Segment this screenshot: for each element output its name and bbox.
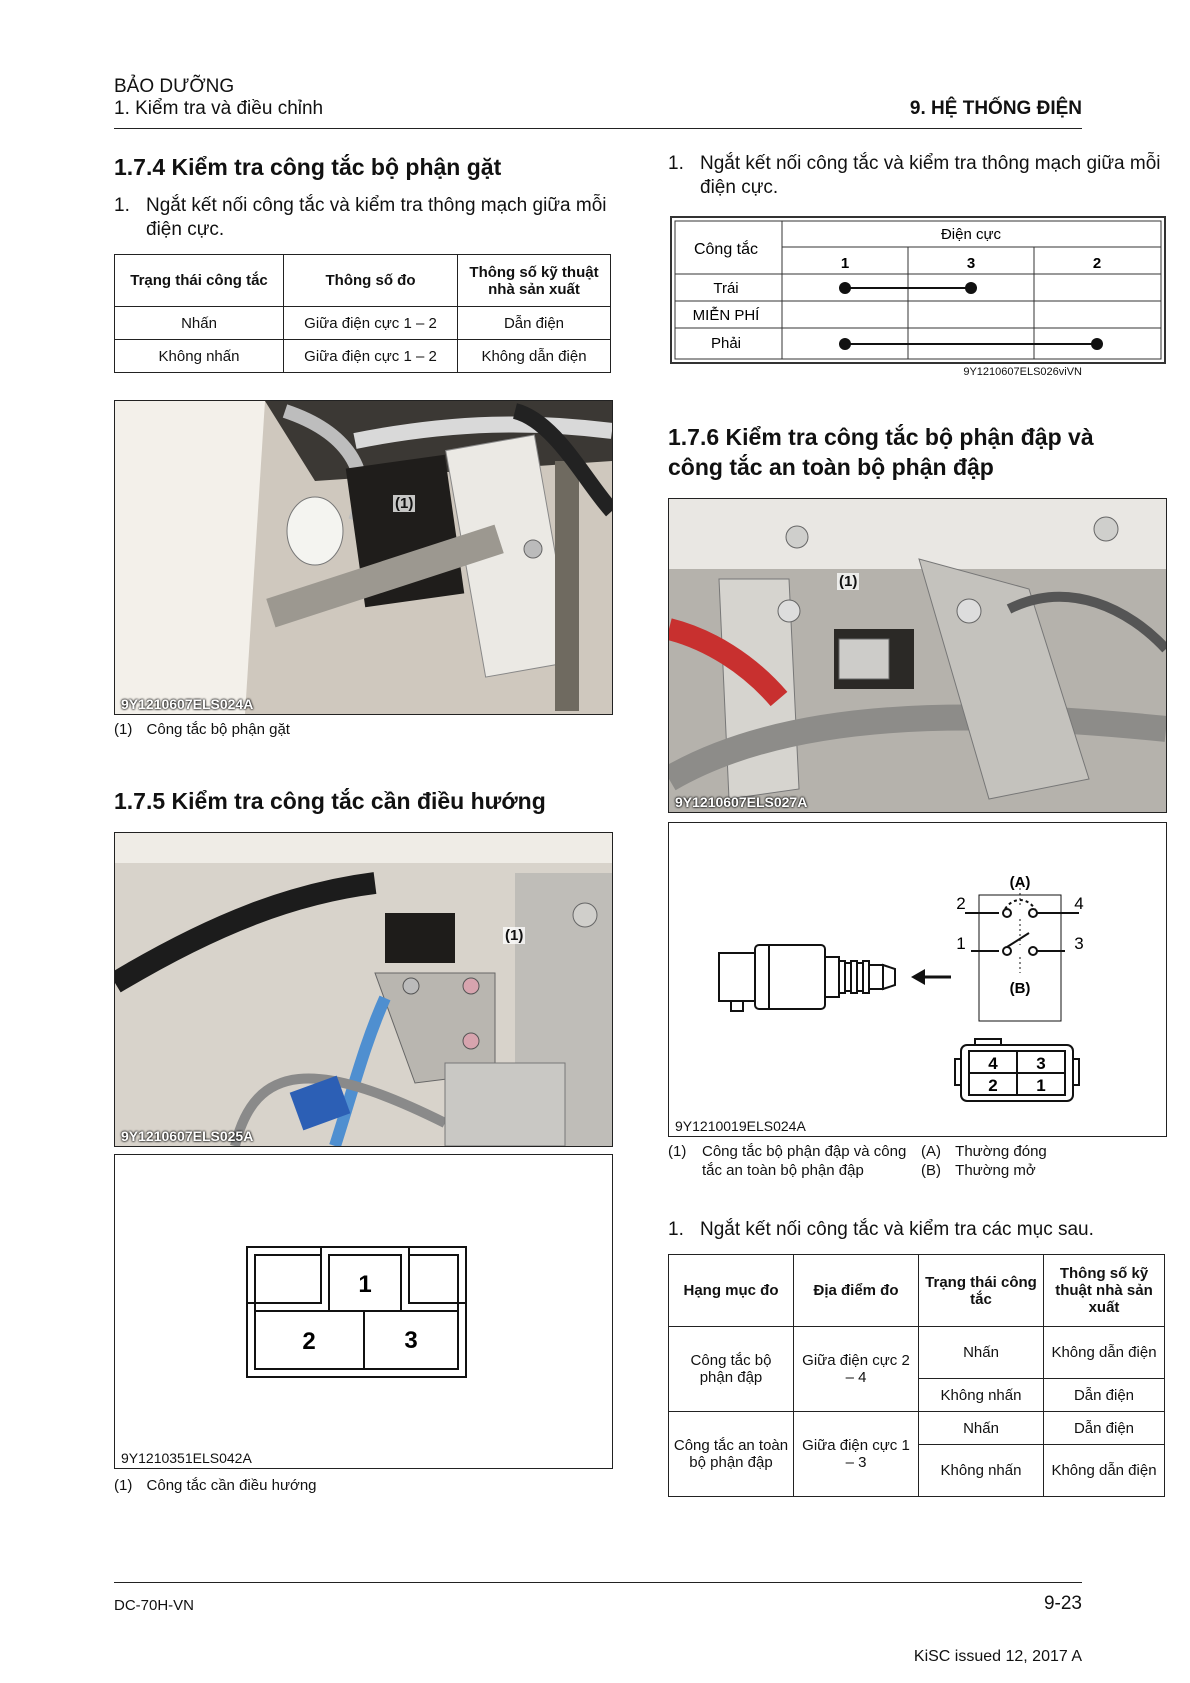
caption-text: Công tắc cần điều hướng [146, 1477, 317, 1494]
caption-175 [114, 1476, 317, 1495]
callout-1: (1) [395, 495, 414, 512]
terminal-header: 2 [1092, 255, 1102, 272]
pin-label: 2 [956, 894, 966, 913]
table-cell: Công tắc bộ phận đập [669, 1327, 794, 1412]
table-row [115, 307, 611, 340]
footer-issue: KiSC issued 12, 2017 A [913, 1648, 1082, 1665]
section-176-title-line1: 1.7.6 Kiểm tra công tắc bộ phận đập và [668, 424, 1094, 450]
continuity-table [670, 216, 1166, 364]
callout-1: (1) [505, 927, 524, 944]
footer-divider [114, 1582, 1082, 1583]
section-174-step [114, 194, 610, 242]
diagram-steering-connector [114, 1154, 613, 1469]
caption-text: Thường đóng [955, 1143, 1047, 1160]
terminal-label: 1 [358, 1271, 372, 1298]
terminal-header: 3 [966, 255, 976, 272]
header-divider [114, 128, 1082, 129]
table-header: Thông số kỹ thuật nhà sản xuất [458, 255, 611, 307]
table-header: Trạng thái công tắc [115, 255, 284, 307]
connector-pin: 4 [988, 1054, 998, 1073]
table-cell: Không dẫn điện [458, 340, 611, 373]
terminal-label: 3 [404, 1327, 418, 1354]
caption-number: (A) [921, 1143, 941, 1160]
footer-page-number: 9-23 [1043, 1593, 1082, 1614]
section-175-step [668, 152, 1164, 200]
caption-174 [114, 720, 290, 739]
caption-number: (1) [114, 721, 133, 738]
table-cell: Công tắc an toàn bộ phận đập [669, 1412, 794, 1497]
photo-thresher-switch [668, 498, 1167, 813]
table-code: 9Y1210607ELS026viVN [963, 366, 1082, 378]
row-label: Phải [710, 335, 742, 352]
table-header: Địa điểm đo [794, 1255, 919, 1327]
table-cell: Dẫn điện [1044, 1412, 1165, 1445]
photo-code: 9Y1210607ELS024A [121, 696, 254, 712]
caption-number: (1) [114, 1477, 133, 1494]
caption-text: Công tắc bộ phận đập và công tắc an toàn bộ phận đập [702, 1143, 907, 1179]
connector-pin: 1 [1036, 1076, 1046, 1095]
table-cell: Giữa điện cực 1 – 2 [284, 307, 458, 340]
header-subsection: 1. Kiểm tra và điều chỉnh [114, 98, 324, 119]
pin-label: 3 [1074, 934, 1084, 953]
diagram-code: 9Y1210019ELS024A [675, 1118, 806, 1134]
callout-1: (1) [839, 573, 858, 590]
header-section: BẢO DƯỠNG [114, 76, 235, 97]
diagram-code: 9Y1210351ELS042A [121, 1450, 252, 1466]
table-cell: Dẫn điện [458, 307, 611, 340]
section-176-title-line2: công tắc an toàn bộ phận đập [668, 454, 994, 480]
table-header: Thông số đo [284, 255, 458, 307]
step-text: Ngắt kết nối công tắc và kiểm tra các mục sau. [700, 1219, 1094, 1240]
table-cell: Nhấn [919, 1327, 1044, 1379]
photo-steering-switch [114, 832, 613, 1147]
header-chapter: 9. HỆ THỐNG ĐIỆN [909, 98, 1082, 119]
photo-reaper-switch [114, 400, 613, 715]
continuity-dot [839, 338, 851, 350]
step-number: 1. [668, 1219, 684, 1240]
connector-pin: 2 [988, 1076, 998, 1095]
table-row [115, 340, 611, 373]
footer-model: DC-70H-VN [114, 1597, 195, 1614]
table-col-label: Công tắc [693, 241, 759, 258]
section-176-table [668, 1254, 1165, 1497]
continuity-dot [1091, 338, 1103, 350]
caption-176-b [921, 1161, 1036, 1180]
diagram-thresher-switch [668, 822, 1167, 1137]
step-text: Ngắt kết nối công tắc và kiểm tra thông mạch giữa mỗi điện cực. [146, 195, 607, 240]
table-row [669, 1327, 1165, 1379]
table-cell: Dẫn điện [1044, 1379, 1165, 1412]
step-number: 1. [668, 153, 684, 174]
caption-number: (B) [921, 1162, 941, 1179]
row-label: MIỄN PHÍ [692, 307, 760, 324]
table-cell: Không dẫn điện [1044, 1445, 1165, 1497]
table-cell: Giữa điện cực 1 – 2 [284, 340, 458, 373]
table-row [669, 1412, 1165, 1445]
continuity-dot [839, 282, 851, 294]
terminal-label: 2 [302, 1328, 316, 1355]
connector-pin: 3 [1036, 1054, 1046, 1073]
photo-code: 9Y1210607ELS027A [675, 794, 808, 810]
caption-text: Công tắc bộ phận gặt [146, 721, 290, 738]
label-b: (B) [1009, 980, 1031, 997]
step-text: Ngắt kết nối công tắc và kiểm tra thông mạch giữa mỗi điện cực. [700, 153, 1161, 198]
step-number: 1. [114, 195, 130, 216]
caption-text: Thường mở [955, 1162, 1036, 1179]
table-cell: Không nhấn [919, 1445, 1044, 1497]
pin-label: 4 [1074, 894, 1084, 913]
section-176-step [668, 1218, 1164, 1242]
table-cell: Không nhấn [919, 1379, 1044, 1412]
row-label: Trái [713, 280, 739, 297]
section-175-title: 1.7.5 Kiểm tra công tắc cần điều hướng [114, 788, 546, 814]
table-cell: Nhấn [115, 307, 284, 340]
table-cell: Không dẫn điện [1044, 1327, 1165, 1379]
label-a: (A) [1009, 874, 1031, 891]
section-174-title: 1.7.4 Kiểm tra công tắc bộ phận gặt [114, 154, 502, 180]
terminal-header: 1 [840, 255, 850, 272]
table-header: Thông số kỹ thuật nhà sản xuất [1044, 1255, 1165, 1327]
photo-code: 9Y1210607ELS025A [121, 1128, 254, 1144]
table-cell: Nhấn [919, 1412, 1044, 1445]
caption-176-1 [668, 1142, 908, 1180]
table-group-label: Điện cực [940, 226, 1002, 243]
continuity-dot [965, 282, 977, 294]
table-header: Hạng mục đo [669, 1255, 794, 1327]
section-174-table [114, 254, 611, 373]
table-cell: Không nhấn [115, 340, 284, 373]
caption-176-a [921, 1142, 1047, 1161]
pin-label: 1 [956, 934, 966, 953]
table-header: Trạng thái công tắc [919, 1255, 1044, 1327]
caption-number: (1) [668, 1143, 687, 1160]
table-cell: Giữa điện cực 2 – 4 [794, 1327, 919, 1412]
table-cell: Giữa điện cực 1 – 3 [794, 1412, 919, 1497]
